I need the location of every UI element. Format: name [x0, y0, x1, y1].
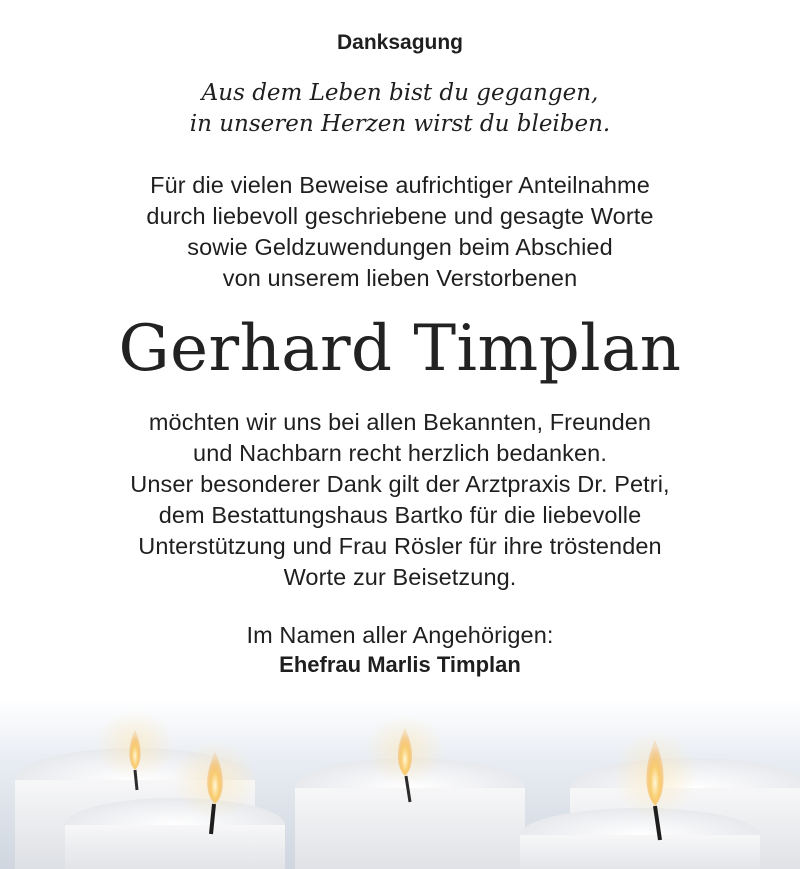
memorial-quote [0, 78, 800, 140]
notice-heading: Danksagung [336, 31, 464, 54]
intro-line: sowie Geldzuwendungen beim Abschied [187, 234, 613, 260]
intro-line: von unserem lieben Verstorbenen [222, 265, 578, 291]
candles-image [0, 700, 800, 869]
thanks-line: Unser besonderer Dank gilt der Arztpraxis Dr. Petri, [130, 471, 670, 497]
signer-name: Ehefrau Marlis Timplan [279, 652, 521, 677]
intro-line: durch liebevoll geschriebene und gesagte Worte [146, 203, 654, 229]
signoff-line: Im Namen aller Angehörigen: [246, 622, 554, 648]
thanks-paragraph [0, 407, 800, 593]
thanks-line: Worte zur Beisetzung. [283, 564, 517, 590]
intro-line: Für die vielen Beweise aufrichtiger Anteilnahme [150, 172, 650, 198]
candles-illustration [0, 700, 800, 869]
intro-paragraph [0, 170, 800, 294]
thanks-line: möchten wir uns bei allen Bekannten, Freunden [148, 409, 652, 435]
deceased-name: Gerhard Timplan [118, 312, 682, 386]
thanks-line: dem Bestattungshaus Bartko für die liebevolle [158, 502, 642, 528]
quote-line: in unseren Herzen wirst du bleiben. [189, 111, 611, 137]
quote-line: Aus dem Leben bist du gegangen, [201, 80, 599, 106]
thanks-line: und Nachbarn recht herzlich bedanken. [193, 440, 607, 466]
thanks-line: Unterstützung und Frau Rösler für ihre tröstenden [138, 533, 662, 559]
